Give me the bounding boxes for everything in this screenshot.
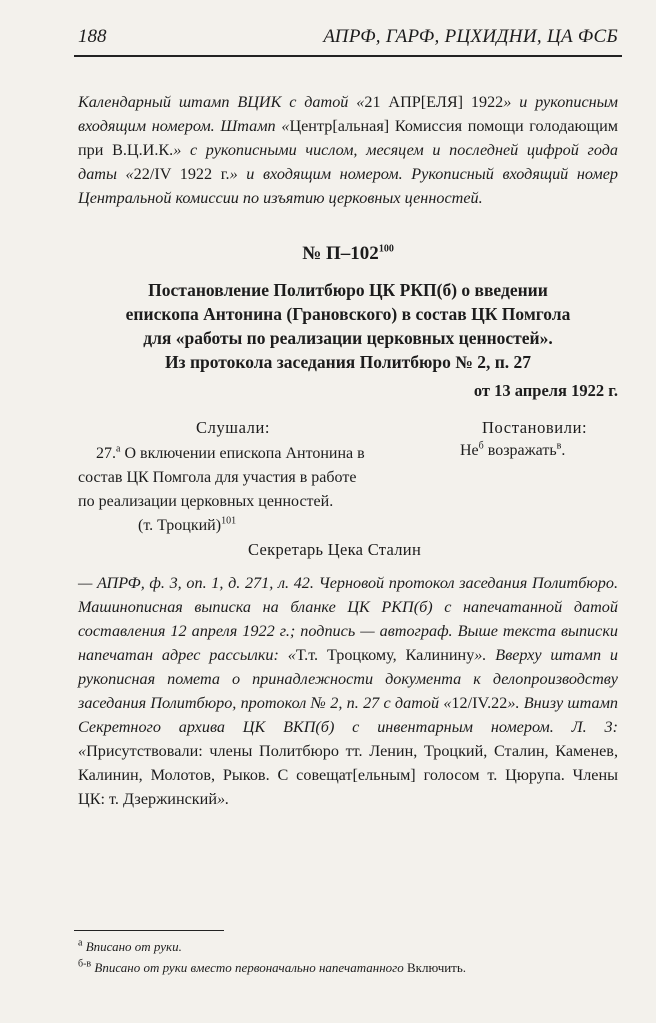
intro-text-5: » и входящим номером. Рукописный входящий номер Центральной комиссии по изъятию церковных ценностей. <box>78 165 618 207</box>
page-header <box>78 26 618 52</box>
document-date: от 13 апреля 1922 г. <box>473 381 618 400</box>
agenda-item <box>78 442 438 538</box>
item-reporter: (т. Троцкий) <box>138 517 222 534</box>
footnote-word: Включить. <box>407 960 467 975</box>
intro-text-3: » и рукописным входящим номером. Штамп « <box>78 93 618 135</box>
footnote <box>78 960 466 976</box>
source-date: 12/IV.22 <box>451 694 508 712</box>
intro-handwritten-date: 22/IV 1922 г. <box>133 165 230 183</box>
intro-stamp-date: 21 АПР[ЕЛЯ] 1922 <box>364 93 504 111</box>
secretary-signature: Секретарь Цека Сталин <box>248 540 422 559</box>
footnote-rule <box>74 930 224 931</box>
source-text-3: ». Внизу штамп Секретного архива ЦК ВКП(б) с инвентарным номером. Л. 3: « <box>78 694 618 760</box>
document-number-text: № П–102 <box>302 243 379 264</box>
document-title <box>78 278 618 374</box>
decision <box>460 442 565 460</box>
source-attendees: Присутствовали: члены Политбюро тт. Ленин, Троцкий, Сталин, Каменев, Калинин, Молотов, Рыков. С совещат[ельным] голосом т. Цюрупа. Члены ЦК: т. Дзержинский <box>78 742 618 808</box>
header-rule <box>74 55 622 57</box>
intro-text-1: Календарный штамп ВЦИК <box>78 93 282 111</box>
intro-text-4: » с рукописными числом, месяцем и последней цифрой года даты « <box>78 141 618 183</box>
decision-note-1: б <box>478 440 484 452</box>
item-number: 27. <box>96 445 116 462</box>
title-line: Постановление Политбюро ЦК РКП(б) о введении <box>148 280 548 300</box>
item-note: а <box>116 443 121 455</box>
item-line: состав ЦК Помгола для участия в работе <box>78 469 357 486</box>
item-reporter-note: 101 <box>221 515 237 527</box>
title-line: для «работы по реализации церковных ценностей». <box>143 328 553 348</box>
decided-label: Постановили: <box>482 418 588 437</box>
running-title: АПРФ, ГАРФ, РЦХИДНИ, ЦА ФСБ <box>323 26 618 47</box>
source-text-2: ». Вверху штамп и рукописная помета о принадлежности документа к делопроизводству заседания Политбюро, протокол № 2, п. 27 с датой « <box>78 646 618 712</box>
item-line: по реализации церковных ценностей. <box>78 493 334 510</box>
heard-label: Слушали: <box>196 418 271 437</box>
footnote <box>78 939 182 955</box>
decision-word: Не <box>460 442 479 459</box>
decision-end: . <box>561 442 566 459</box>
intro-stamp-text: Центр[альная] Комиссия помощи голодающим при В.Ц.И.К. <box>78 117 619 159</box>
footnote-text: Вписано от руки вместо первоначально напечатанного <box>94 960 404 975</box>
intro-text-2: с датой « <box>281 93 365 111</box>
page-number: 188 <box>78 26 107 47</box>
source-address: Т.т. Троцкому, Калинину <box>295 646 475 664</box>
footnote-mark: а <box>78 937 83 949</box>
document-number-note: 100 <box>378 243 394 255</box>
item-line: О включении епископа Антонина в <box>124 445 365 462</box>
source-paragraph <box>78 571 618 811</box>
footnote-mark: б-в <box>78 958 92 970</box>
decision-note-2: в <box>556 440 562 452</box>
title-line: Из протокола заседания Политбюро № 2, п. 27 <box>164 352 532 372</box>
source-text-4: ». <box>216 790 230 808</box>
footnote-text: Вписано от руки. <box>85 939 182 954</box>
source-text-1: — АПРФ, ф. 3, оп. 1, д. 271, л. 42. Черновой протокол заседания Политбюро. Машинописная выписка на бланке ЦК РКП(б) с напечатанной датой составления 12 апреля 1922 г.; подпись — автограф. Выше текста выписки напечатан адрес рассылки: « <box>78 574 618 664</box>
intro-paragraph <box>78 90 618 210</box>
title-line: епископа Антонина (Грановского) в состав ЦК Помгола <box>125 304 571 324</box>
decision-rest: возражать <box>483 442 557 459</box>
document-number <box>78 243 618 265</box>
